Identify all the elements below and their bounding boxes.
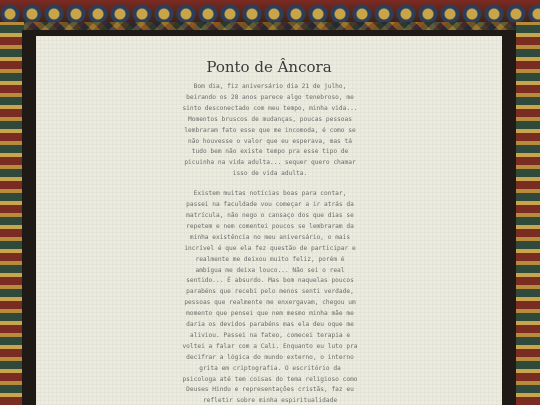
post-title: Ponto de Âncora [206, 58, 332, 76]
blog-post-page [36, 36, 502, 405]
post-content [182, 82, 358, 405]
ornate-right-frame [516, 22, 540, 405]
post-paragraph: Existem muitas notícias boas para contar, passei na faculdade vou começar a ir atrás da matrícula, não nego o cansaço dos que dias se repetem e nem comentei poucos se lembraram da minha existência no meu aniversário, o mais incrível é que ela fez questão de participar e realmente me deixou muito feliz, porém é ambígua me deixa louco... Não sei o real sentido... É absurdo. Mas bom naquelas poucos parabéns que recebi pelo menos senti verdade, pessoas que realmente me enxergavam, chegou um momento que pensei que nem mesmo minha mãe me daria os devidos parabéns mas ela deu oque me aliviou. Passei na fateo, comecei terapia e voltei a falar com a Cali. Enquanto eu luto pra decifrar a lógica do mundo externo, o interno grita em criptografia. O escritório da psicologa até tem coisas do tema religioso como Deuses Hindu e representações cristãs, faz eu refletir sobre minha espiritualidade [182, 190, 358, 405]
ornate-left-frame [0, 22, 24, 405]
ornate-top-border [0, 0, 540, 22]
post-paragraph: Bom dia, fiz aniversário dia 21 de julho, beirando os 28 anos parece algo tenebroso, me sinto desconectado com meu tempo, minha vida... Momentos bruscos de mudanças, poucas pessoas lembraram fato esse que me incomoda, é como se não houvesse o valor que eu esperava, mas tá tudo bem não existe tempo pra esse tipo de picuinha na vida adulta... sequer quero chamar isso de vida adulta. [182, 83, 358, 178]
